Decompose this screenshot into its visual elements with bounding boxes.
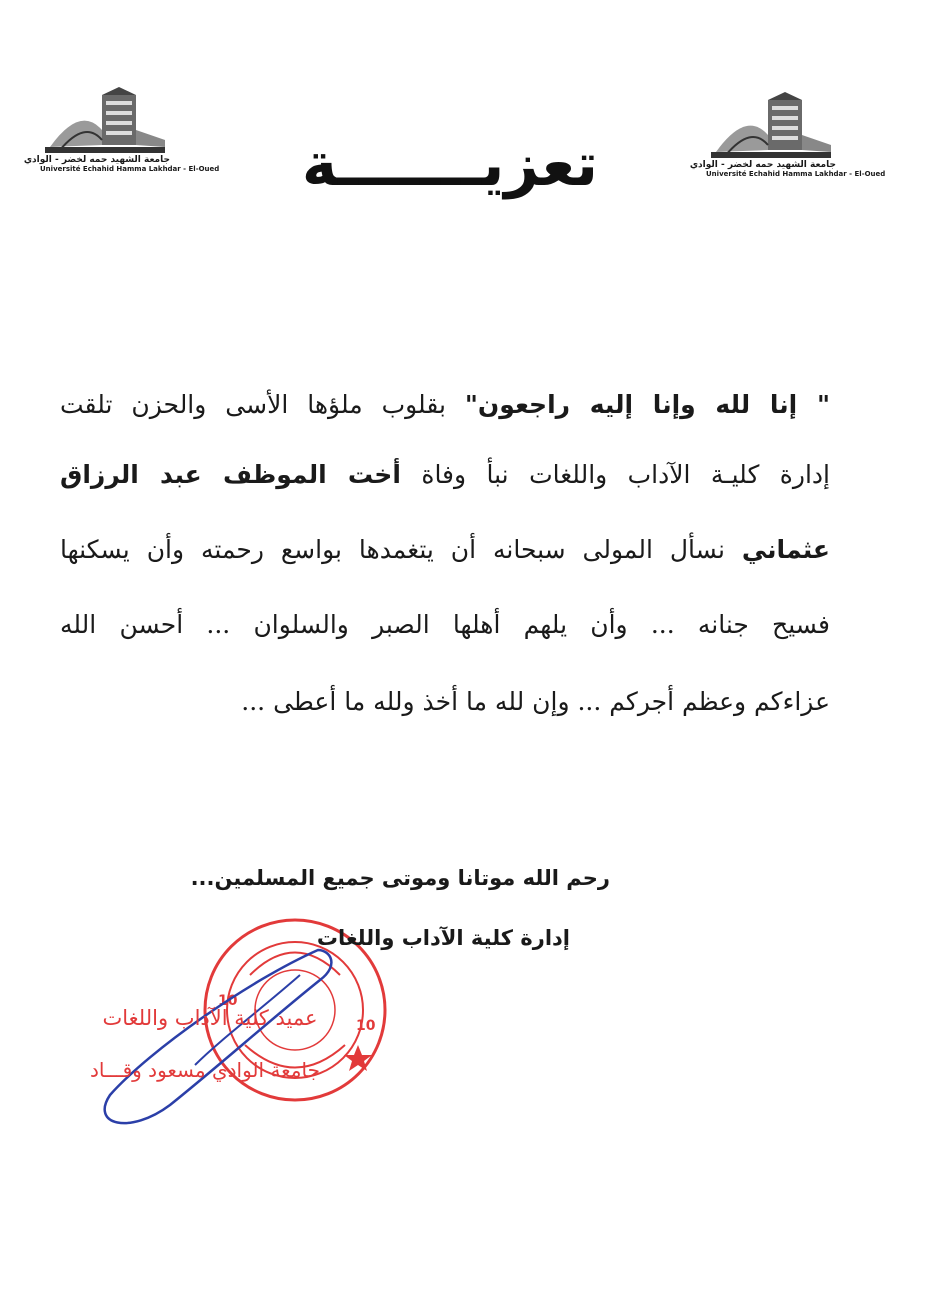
stamp-dean-name: جامعة الوادي مسعود وقـــاد — [90, 1058, 320, 1082]
stamp-number: 10 — [218, 993, 238, 1009]
university-name-ar: جامعة الشهيد حمه لخضر - الوادي — [23, 155, 170, 165]
employee-surname: عثماني — [741, 535, 830, 564]
body-line-5: عزاءكم وعظم أجركم ... وإن لله ما أخذ ولله ما أعطى ... — [241, 687, 830, 716]
quran-verse: " إنا لله وإنا إليه راجعون" — [464, 390, 830, 419]
stamp-number: 10 — [356, 1018, 376, 1034]
body-line-3 — [60, 530, 830, 570]
stamp-dean-title: عميد كلية الآداب واللغات — [102, 1006, 318, 1030]
university-name-ar: جامعة الشهيد حمه لخضر - الوادي — [689, 160, 836, 170]
body-text: بقلوب ملؤها الأسى والحزن تلقت — [60, 390, 465, 419]
body-text: إدارة كليـة الآداب واللغات نبأ وفاة — [400, 460, 830, 489]
employee-relation: أخت الموظف عبد الرزاق — [60, 460, 401, 489]
university-name-fr: Université Echahid Hamma Lakhdar - El-Oued — [40, 165, 220, 173]
body-text: نسأل المولى سبحانه أن يتغمدها بواسع رحمته وأن يسكنها — [60, 535, 742, 564]
stamp-star-icon — [344, 1045, 372, 1071]
university-logo-right — [689, 90, 886, 190]
signatory: إدارة كلية الآداب واللغات — [316, 926, 570, 950]
university-logo-left — [23, 85, 220, 185]
body-line-4: فسيح جنانه ... وأن يلهم أهلها الصبر والسلوان ... أحسن الله — [60, 610, 830, 639]
university-building-icon — [40, 85, 170, 155]
university-building-icon — [706, 90, 836, 160]
body-line-2 — [60, 455, 830, 495]
document-title: تعزيـــــــة — [301, 130, 599, 200]
university-name-fr: Université Echahid Hamma Lakhdar - El-Oued — [706, 170, 886, 178]
body-line-1 — [60, 385, 830, 425]
closing-prayer: رحم الله موتانا وموتى جميع المسلمين... — [190, 866, 610, 890]
